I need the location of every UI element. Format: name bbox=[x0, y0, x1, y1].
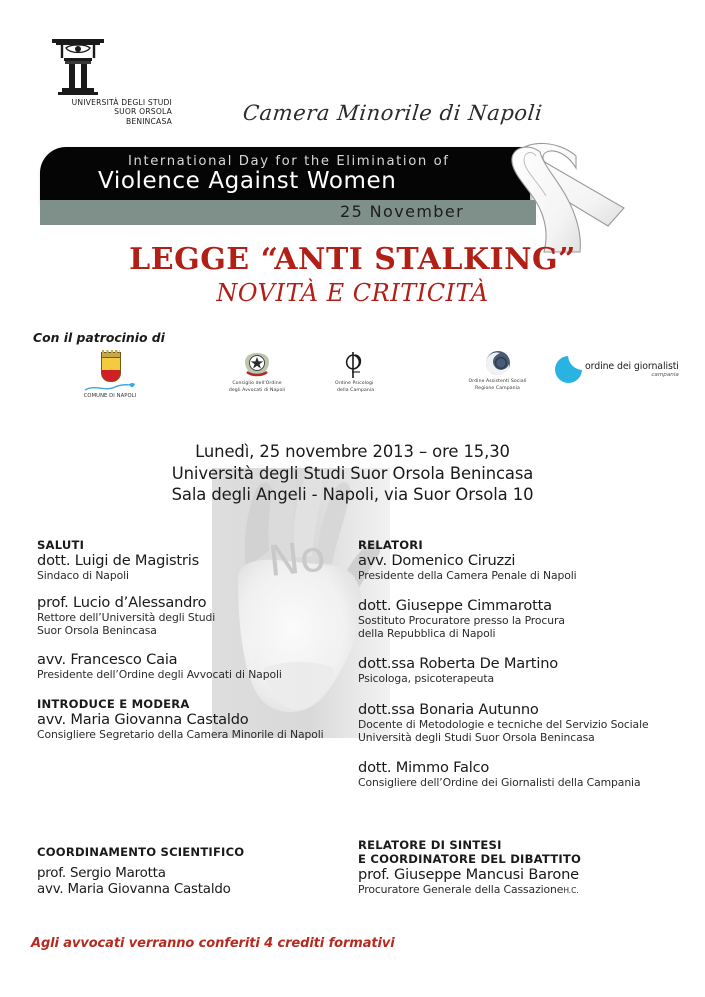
coordination-name-0: prof. Sergio Marotta bbox=[37, 866, 166, 881]
comune-wave-icon bbox=[83, 383, 137, 392]
organizer-script-title: Camera Minorile di Napoli bbox=[241, 101, 544, 125]
scientific-coordination bbox=[37, 845, 337, 898]
white-ribbon-icon bbox=[488, 134, 688, 259]
giornalisti-circle-icon bbox=[555, 356, 582, 383]
saluti-role-1-1: Suor Orsola Benincasa bbox=[37, 624, 157, 637]
speakers-right-column bbox=[358, 538, 678, 789]
saluti-name-1: prof. Lucio d’Alessandro bbox=[37, 594, 207, 611]
assistenti-sociali-mark-icon bbox=[481, 350, 515, 378]
logo-assistenti-caption-1: Ordine Assistenti Sociali bbox=[468, 379, 527, 384]
university-crest-icon bbox=[48, 34, 108, 96]
university-name-line1: UNIVERSITÀ DEGLI STUDI bbox=[71, 98, 172, 107]
introduce-heading: INTRODUCE E MODERA bbox=[37, 697, 190, 711]
relatore-name-2: dott.ssa Roberta De Martino bbox=[358, 655, 558, 672]
relatore-role-4-0: Consigliere dell’Ordine dei Giornalisti della Campania bbox=[358, 776, 641, 789]
synthesis-heading-line2: E COORDINATORE DEL DIBATTITO bbox=[358, 852, 582, 866]
university-name-line2: SUOR ORSOLA bbox=[114, 107, 172, 117]
logo-assistenti-sociali bbox=[440, 350, 555, 392]
saluti-heading: SALUTI bbox=[37, 538, 85, 552]
saluti-group bbox=[37, 538, 337, 582]
introduce-group bbox=[37, 697, 337, 741]
relatore-entry-2 bbox=[358, 655, 678, 685]
logo-giornalisti-caption: ordine dei giornalisti bbox=[585, 360, 679, 372]
speakers-left-column bbox=[37, 538, 337, 741]
comune-crest-icon bbox=[99, 352, 121, 382]
banner-line2: Violence Against Women bbox=[98, 168, 397, 194]
synthesis-role-suffix: H.C. bbox=[563, 886, 579, 895]
synthesis-role bbox=[358, 883, 678, 897]
saluti-role-0-0: Sindaco di Napoli bbox=[37, 569, 129, 582]
event-address: Sala degli Angeli - Napoli, via Suor Orsola 10 bbox=[171, 485, 534, 504]
logo-psicologi-caption-1: Ordine Psicologi bbox=[335, 381, 374, 386]
event-details bbox=[0, 441, 705, 506]
relatore-role-0-0: Presidente della Camera Penale di Napoli bbox=[358, 569, 577, 582]
poster-subtitle: NOVITÀ E CRITICITÀ bbox=[216, 279, 489, 307]
saluti-name-0: dott. Luigi de Magistris bbox=[37, 552, 199, 569]
saluti-role-2-0: Presidente dell’Ordine degli Avvocati di Napoli bbox=[37, 668, 282, 681]
logo-comune-caption: COMUNE DI NAPOLI bbox=[83, 393, 137, 399]
saluti-entry-2 bbox=[37, 651, 337, 681]
relatore-entry-1 bbox=[358, 597, 678, 640]
logo-ordine-avvocati bbox=[202, 350, 312, 394]
logo-psicologi-caption-2: della Campania bbox=[337, 388, 375, 393]
coordination-name-1: avv. Maria Giovanna Castaldo bbox=[37, 882, 231, 897]
relatore-role-2-0: Psicologa, psicoterapeuta bbox=[358, 672, 495, 685]
logo-assistenti-caption-2: Regione Campania bbox=[475, 386, 520, 391]
italian-republic-emblem-icon bbox=[242, 350, 272, 380]
relatore-role-1-1: della Repubblica di Napoli bbox=[358, 627, 496, 640]
relatore-role-3-1: Università degli Studi Suor Orsola Benincasa bbox=[358, 731, 595, 744]
relatori-heading: RELATORI bbox=[358, 538, 423, 552]
patronage-logos bbox=[40, 348, 690, 404]
logo-avvocati-caption-2: degli Avvocati di Napoli bbox=[228, 388, 286, 393]
banner-date: 25 November bbox=[340, 202, 465, 221]
psi-symbol-icon bbox=[339, 350, 385, 380]
relatore-role-1-0: Sostituto Procuratore presso la Procura bbox=[358, 614, 565, 627]
introduce-role: Consigliere Segretario della Camera Minorile di Napoli bbox=[37, 728, 324, 741]
patronage-label: Con il patrocinio di bbox=[33, 330, 165, 345]
event-date-time: Lunedì, 25 novembre 2013 – ore 15,30 bbox=[195, 442, 510, 461]
university-name-line3: BENINCASA bbox=[125, 116, 172, 126]
relatore-entry-4 bbox=[358, 759, 678, 789]
relatori-group bbox=[358, 538, 678, 582]
saluti-role-1-0: Rettore dell’Università degli Studi bbox=[37, 611, 216, 624]
poster-title-block bbox=[0, 243, 705, 308]
university-logo bbox=[42, 34, 194, 126]
relatore-name-4: dott. Mimmo Falco bbox=[358, 759, 490, 776]
synthesis-heading-line1: RELATORE DI SINTESI bbox=[358, 838, 502, 852]
credits-note: Agli avvocati verranno conferiti 4 crediti formativi bbox=[31, 936, 395, 951]
relatore-role-3-0: Docente di Metodologie e tecniche del Servizio Sociale bbox=[358, 718, 649, 731]
synthesis-role-text: Procuratore Generale della Cassazione bbox=[358, 883, 564, 896]
synthesis-name: prof. Giuseppe Mancusi Barone bbox=[358, 866, 579, 883]
relatore-name-3: dott.ssa Bonaria Autunno bbox=[358, 701, 539, 718]
logo-ordine-giornalisti bbox=[555, 356, 705, 383]
logo-giornalisti-subcaption: campania bbox=[651, 371, 679, 378]
saluti-entry-1 bbox=[37, 594, 337, 637]
poster-title: LEGGE “ANTI STALKING” bbox=[129, 242, 576, 277]
logo-ordine-psicologi bbox=[312, 350, 412, 394]
banner-line1: International Day for the Elimination of bbox=[128, 154, 450, 169]
relatore-name-0: avv. Domenico Ciruzzi bbox=[358, 552, 516, 569]
svg-text:No: No bbox=[265, 531, 328, 586]
relatore-entry-3 bbox=[358, 701, 678, 744]
event-venue: Università degli Studi Suor Orsola Benincasa bbox=[171, 463, 534, 483]
university-name bbox=[42, 98, 172, 126]
logo-avvocati-caption-1: Consiglio dell'Ordine bbox=[232, 381, 282, 386]
coordination-heading: COORDINAMENTO SCIENTIFICO bbox=[37, 845, 245, 859]
synthesis-speaker bbox=[358, 838, 678, 897]
introduce-name: avv. Maria Giovanna Castaldo bbox=[37, 711, 249, 728]
saluti-name-2: avv. Francesco Caia bbox=[37, 651, 178, 668]
logo-comune-di-napoli bbox=[65, 352, 155, 399]
awareness-banner bbox=[40, 143, 665, 243]
relatore-name-1: dott. Giuseppe Cimmarotta bbox=[358, 597, 552, 614]
